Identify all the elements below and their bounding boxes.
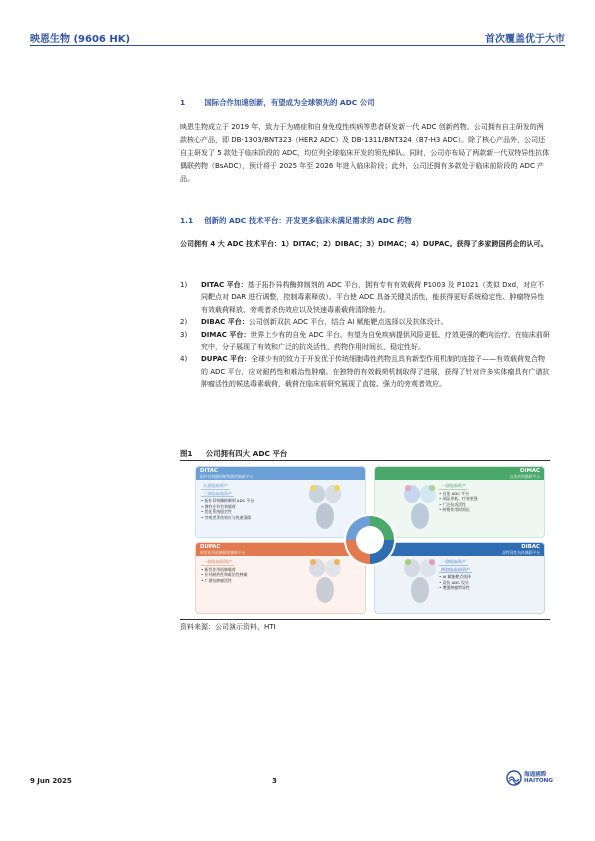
- figure-bottom-rule: [180, 619, 550, 620]
- antibody-molecule-icon: [305, 554, 345, 606]
- platform-desc: 全球少有的致力于开发优于传统细胞毒性药物且具有新型作用机制的连接子——有效载荷复合物的 ADC 平台，应对耐药性和难治性肿瘤。在独特的有效载荷机制取得了进展，获得了针对许多实体瘤具有广谱抗肿瘤活性的候选毒素载荷，载荷在临床前研究展现了直接、强力的旁观者效应。: [201, 355, 550, 389]
- platform-item-dupac: [180, 353, 550, 390]
- bullet: • 拥有专有有效载荷: [201, 504, 360, 510]
- quadrant-subtitle: 新型作用机制载荷偶联平台: [200, 550, 246, 555]
- quadrant-name: DIBAC: [521, 544, 540, 550]
- header-company: 映恩生物 (9606 HK): [30, 34, 131, 45]
- section-1-paragraph: 映恩生物成立于 2019 年，致力于为癌症和自身免疫性疾病等患者研发新一代 ADC 创新药物。公司拥有自主研发的两款核心产品，即 DB-1303/BNT323（HER2 ADC）及 DB-1311/BNT324（B7-H3 ADC）。除了核心产品外，公司还自主研发了 5 款处于临床阶段的 ADC，均位列全球临床开发的领先梯队。同时，公司亦布局了两款新一代双特异性抗体偶联药物（BsADC），预计将于 2025 年至 2026 年进入临床阶段；此外，公司还拥有多款处于临床前阶段的 ADC 产品。: [180, 123, 550, 183]
- platform-desc: 基于拓扑异构酶抑制剂的 ADC 平台，拥有专有有效载荷 P1003 及 P1021（类似 Dxd，对应不同靶点对 DAR 进行调整，控制毒素释放）。平台使 ADC 具备关键灵活性，能获得更好系统稳定性、肿瘤特异性有效载荷释放、旁观者杀伤效应以及快速毒素载荷清除能力。: [201, 281, 545, 314]
- list-number: 3): [180, 330, 188, 339]
- list-number: 1): [180, 281, 188, 289]
- section-1-1-number: 1.1: [180, 216, 194, 225]
- bullet: • 拓扑异构酶抑制剂 ADC 平台: [201, 498, 360, 504]
- quadrant-subtitle: 自免疾病偶联平台: [509, 474, 540, 479]
- platform-term: DITAC 平台：: [201, 281, 248, 289]
- platform-item-dibac: [180, 316, 550, 328]
- section-1-number: 1: [180, 98, 186, 107]
- platform-term: DIBAC 平台：: [201, 318, 249, 327]
- section-1-1-heading: [180, 215, 412, 226]
- quadrant-name: DIMAC: [520, 468, 540, 474]
- antibody-molecule-icon: [400, 482, 440, 532]
- bullet: • 新型作用机制载荷: [201, 567, 360, 573]
- bullet: • 广谱抗肿瘤活性: [201, 578, 360, 584]
- figure-caption: 公司拥有四大 ADC 平台: [205, 449, 288, 458]
- bullet: • 自免 ADC 平台: [439, 491, 539, 497]
- antibody-molecule-icon: [305, 482, 345, 532]
- quadrant-bullets: [439, 491, 539, 513]
- logo-text: [524, 772, 553, 785]
- bullet: • 药物作用时间长: [439, 507, 539, 513]
- bullet: • 旁观者杀伤效应与快速清除: [201, 515, 360, 521]
- quadrant-bullets: [439, 574, 539, 591]
- asset-tag: 五款临床资产: [203, 483, 229, 488]
- header-divider: [30, 45, 565, 46]
- bullet: • 双抗 ADC 设计: [439, 580, 539, 586]
- bullet: • 增强肿瘤特异性: [439, 585, 539, 591]
- asset-tag: 一款临床前资产: [203, 559, 233, 564]
- bullet: • AI 赋能靶点选择: [439, 574, 539, 580]
- asset-tag: 三款临床前资产: [203, 490, 233, 496]
- quadrant-header: [375, 467, 544, 480]
- platform-item-ditac: [180, 279, 550, 316]
- platform-list: [180, 279, 550, 391]
- bullet: • 应对耐药性和难治性肿瘤: [201, 572, 360, 578]
- quadrant-subtitle: 拓扑异构酶抑制剂载荷偶联平台: [200, 474, 254, 479]
- center-ring-graphic: [340, 510, 400, 570]
- platform-desc: 世界上少有的自免 ADC 平台。有望为自免疾病提供风险更低、疗效更强的靶向治疗。在临床前研究中，分子展现了有效和广泛的抗炎活性，药物作用时间长，稳定性好。: [201, 330, 550, 352]
- figure-source: 资料来源：公司演示资料，HTI: [180, 623, 276, 631]
- section-1-heading: [180, 97, 375, 108]
- antibody-molecule-icon: [400, 554, 440, 606]
- figure-title: [180, 448, 287, 459]
- header-rating: 首次覆盖优于大市: [485, 34, 565, 45]
- logo-text-cn: 海通國際: [524, 771, 547, 778]
- asset-tag: 两款临床前资产: [441, 566, 471, 572]
- bullet: • 优化系统稳定性: [201, 509, 360, 515]
- page-number: 3: [272, 777, 277, 785]
- platform-term: DUPAC 平台：: [201, 355, 251, 364]
- asset-tag: 一款临床资产: [441, 559, 467, 564]
- platform-item-dimac: [180, 329, 550, 354]
- quadrant-subtitle: 双特异性抗体偶联平台: [502, 550, 540, 555]
- quadrant-header: [196, 467, 365, 480]
- section-1-1-title: 创新的 ADC 技术平台：开发更多临床未满足需求的 ADC 药物: [204, 216, 412, 225]
- figure-label: 图1: [180, 449, 193, 458]
- bullet: • 广泛抗炎活性: [439, 502, 539, 508]
- platform-desc: 公司创新双抗 ADC 平台，结合 AI 赋能靶点选择以及抗体设计。: [248, 318, 448, 327]
- quadrant-name: DITAC: [200, 468, 218, 474]
- platform-figure: [195, 466, 545, 614]
- haitong-logo: [506, 770, 553, 786]
- footer-date: 9 Jun 2025: [30, 777, 72, 785]
- logo-text-en: HAITONG: [524, 778, 553, 784]
- asset-tag: 一款临床资产: [441, 483, 467, 488]
- figure-top-rule: [180, 460, 550, 461]
- bullet: • 风险更低、疗效更强: [439, 496, 539, 502]
- platform-term: DIMAC 平台：: [201, 330, 251, 339]
- section-1-title: 国际合作加速创新，有望成为全球领先的 ADC 公司: [204, 98, 375, 107]
- haitong-logo-icon: [506, 770, 522, 786]
- list-number: 4): [180, 355, 188, 364]
- list-number: 2): [180, 318, 188, 327]
- quadrant-name: DUPAC: [200, 544, 221, 550]
- platforms-lead: 公司拥有 4 大 ADC 技术平台：1）DITAC；2）DIBAC；3）DIMAC；4）DUPAC。获得了多家跨国药企的认可。: [180, 240, 548, 248]
